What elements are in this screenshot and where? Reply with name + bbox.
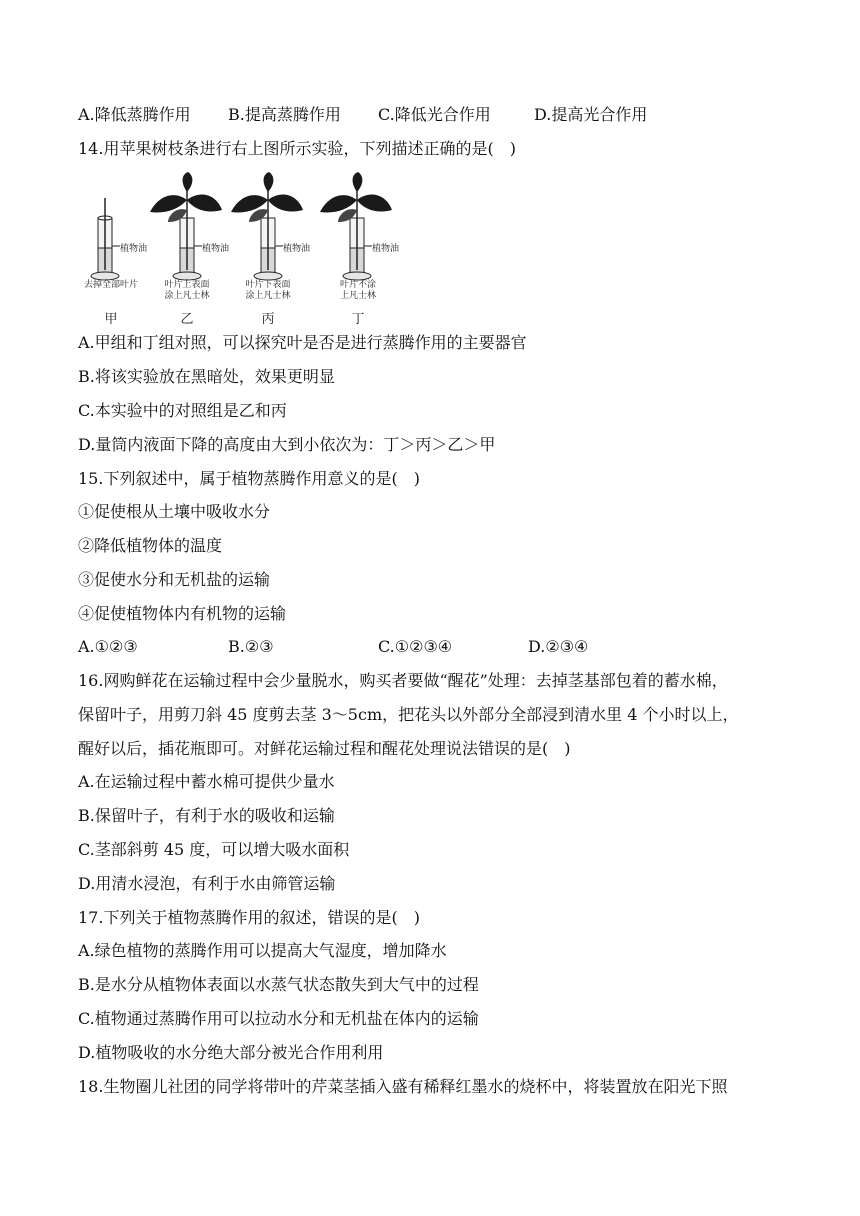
caption-ding-line-1: 叶片不涂 (339, 280, 376, 290)
caption-yi (156, 280, 218, 302)
group-label-yi: 乙 (180, 312, 194, 327)
caption-jia-line-1: 去掉全部叶片 (83, 280, 138, 290)
oil-label-yi: 植物油 (202, 244, 230, 254)
panel-jia-cylinder (91, 198, 120, 280)
caption-bing (237, 280, 299, 302)
q14-experiment-figure (76, 170, 406, 325)
caption-yi-line-1: 叶片上表面 (164, 280, 210, 290)
q15-option-d: D.②③④ (528, 637, 589, 656)
q15-options (78, 637, 778, 657)
q16-stem-line-1: 16.网购鲜花在运输过程中会少量脱水，购买者要做“醒花”处理：去掉茎基部包着的蓄水棉， (78, 671, 728, 690)
q15-stem: 15.下列叙述中，属于植物蒸腾作用意义的是( ) (78, 469, 420, 488)
q15-option-b: B.②③ (228, 637, 274, 656)
q17-option-b: B.是水分从植物体表面以水蒸气状态散失到大气中的过程 (78, 975, 479, 994)
q14-option-c: C.本实验中的对照组是乙和丙 (78, 401, 287, 420)
q13-options (78, 105, 778, 125)
q15-item-3: ③促使水分和无机盐的运输 (78, 570, 271, 589)
q14-option-a: A.甲组和丁组对照，可以探究叶是否是进行蒸腾作用的主要器官 (78, 333, 527, 352)
caption-bing-line-1: 叶片下表面 (245, 280, 291, 290)
q14-option-d: D.量筒内液面下降的高度由大到小依次为：丁＞丙＞乙＞甲 (78, 435, 496, 454)
group-label-jia: 甲 (104, 312, 118, 327)
q14-option-b: B.将该实验放在黑暗处，效果更明显 (78, 367, 335, 386)
q13-option-b: B.提高蒸腾作用 (228, 105, 341, 124)
q16-stem-line-2: 保留叶子，用剪刀斜 45 度剪去茎 3～5cm，把花头以外部分全部浸到清水里 4 个小时以上， (78, 705, 739, 724)
caption-ding-line-2: 上凡士林 (339, 291, 376, 301)
caption-jia (76, 280, 146, 291)
q15-option-a: A.①②③ (78, 637, 138, 656)
q13-option-a: A.降低蒸腾作用 (78, 105, 191, 124)
caption-bing-line-2: 涂上凡士林 (245, 291, 291, 301)
oil-label-ding: 植物油 (372, 244, 400, 254)
oil-label-jia: 植物油 (120, 244, 148, 254)
q17-option-d: D.植物吸收的水分绝大部分被光合作用利用 (78, 1043, 384, 1062)
caption-yi-line-2: 涂上凡士林 (164, 291, 210, 301)
q16-option-d: D.用清水浸泡，有利于水由筛管运输 (78, 874, 336, 893)
q15-item-2: ②降低植物体的温度 (78, 536, 223, 555)
q13-option-d: D.提高光合作用 (534, 105, 648, 124)
q13-option-c: C.降低光合作用 (378, 105, 491, 124)
group-label-bing: 丙 (261, 312, 275, 327)
group-label-ding: 丁 (351, 312, 365, 327)
q16-stem-line-3: 醒好以后，插花瓶即可。对鲜花运输过程和醒花处理说法错误的是( ) (78, 739, 571, 758)
q17-stem: 17.下列关于植物蒸腾作用的叙述，错误的是( ) (78, 908, 420, 927)
q14-stem: 14.用苹果树枝条进行右上图所示实验，下列描述正确的是( ) (78, 139, 516, 158)
q16-option-c: C.茎部斜剪 45 度，可以增大吸水面积 (78, 840, 350, 859)
q15-option-c: C.①②③④ (378, 637, 453, 656)
q17-option-c: C.植物通过蒸腾作用可以拉动水分和无机盐在体内的运输 (78, 1009, 479, 1028)
q18-stem: 18.生物圈儿社团的同学将带叶的芹菜茎插入盛有稀释红墨水的烧杯中，将装置放在阳光下照 (78, 1077, 728, 1096)
oil-label-bing: 植物油 (283, 244, 311, 254)
caption-ding (330, 280, 386, 302)
q17-option-a: A.绿色植物的蒸腾作用可以提高大气湿度，增加降水 (78, 941, 447, 960)
q15-item-1: ①促使根从土壤中吸收水分 (78, 502, 271, 521)
q16-option-a: A.在运输过程中蓄水棉可提供少量水 (78, 772, 335, 791)
q15-item-4: ④促使植物体内有机物的运输 (78, 604, 287, 623)
q16-option-b: B.保留叶子，有利于水的吸收和运输 (78, 806, 335, 825)
